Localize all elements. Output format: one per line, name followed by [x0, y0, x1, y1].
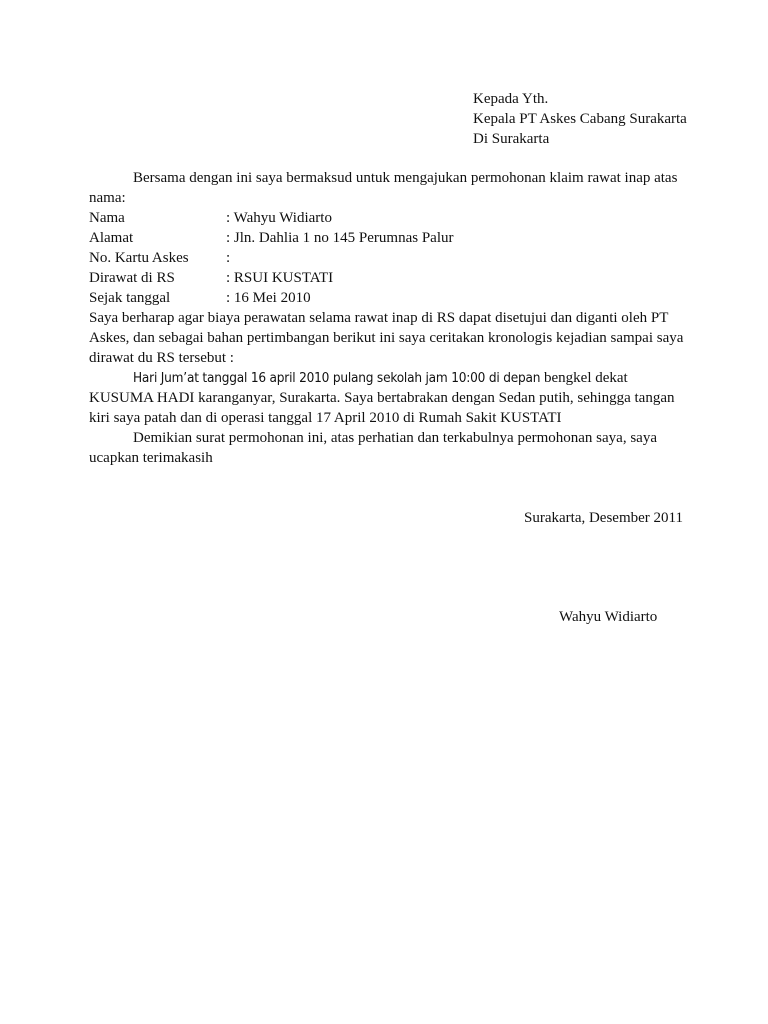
field-label-kartu-askes: No. Kartu Askes — [89, 250, 189, 266]
chronology-line-1 — [133, 368, 628, 388]
field-value-sejak-tanggal: : 16 Mei 2010 — [226, 290, 311, 306]
chronology-line-1-rest: bengkel dekat — [540, 370, 628, 386]
field-label-alamat: Alamat — [89, 230, 134, 246]
request-line-3: dirawat du RS tersebut : — [89, 350, 234, 366]
field-value-kartu-askes: : — [226, 250, 231, 266]
request-line-2: Askes, dan sebagai bahan pertimbangan berikut ini saya ceritakan kronologis kejadian sampai saya — [89, 330, 684, 346]
field-value-alamat: : Jln. Dahlia 1 no 145 Perumnas Palur — [226, 230, 454, 246]
intro-line-2: nama: — [89, 190, 126, 206]
chronology-line-1-condensed: Hari Jum’at tanggal 16 april 2010 pulang sekolah jam 10:00 di depan — [133, 370, 541, 386]
intro-line-1: Bersama dengan ini saya bermaksud untuk mengajukan permohonan klaim rawat inap atas — [133, 170, 678, 186]
field-value-dirawat-rs: : RSUI KUSTATI — [226, 270, 334, 286]
signoff-name: Wahyu Widiarto — [559, 609, 658, 625]
closing-line-2: ucapkan terimakasih — [89, 450, 213, 466]
field-label-sejak-tanggal: Sejak tanggal — [89, 290, 171, 306]
field-value-nama: : Wahyu Widiarto — [226, 210, 332, 226]
chronology-line-2: KUSUMA HADI karanganyar, Surakarta. Saya bertabrakan dengan Sedan putih, sehingga tangan — [89, 390, 675, 406]
field-label-dirawat-rs: Dirawat di RS — [89, 270, 175, 286]
closing-line-1: Demikian surat permohonan ini, atas perhatian dan terkabulnya permohonan saya, saya — [133, 430, 657, 446]
request-line-1: Saya berharap agar biaya perawatan selama rawat inap di RS dapat disetujui dan diganti oleh PT — [89, 310, 669, 326]
chronology-line-3: kiri saya patah dan di operasi tanggal 17 April 2010 di Rumah Sakit KUSTATI — [89, 410, 562, 426]
field-label-nama: Nama — [89, 210, 125, 226]
signoff-place-date: Surakarta, Desember 2011 — [524, 510, 683, 526]
recipient-line-1: Kepada Yth. — [473, 91, 549, 107]
recipient-line-3: Di Surakarta — [473, 131, 550, 147]
recipient-line-2: Kepala PT Askes Cabang Surakarta — [473, 111, 687, 127]
